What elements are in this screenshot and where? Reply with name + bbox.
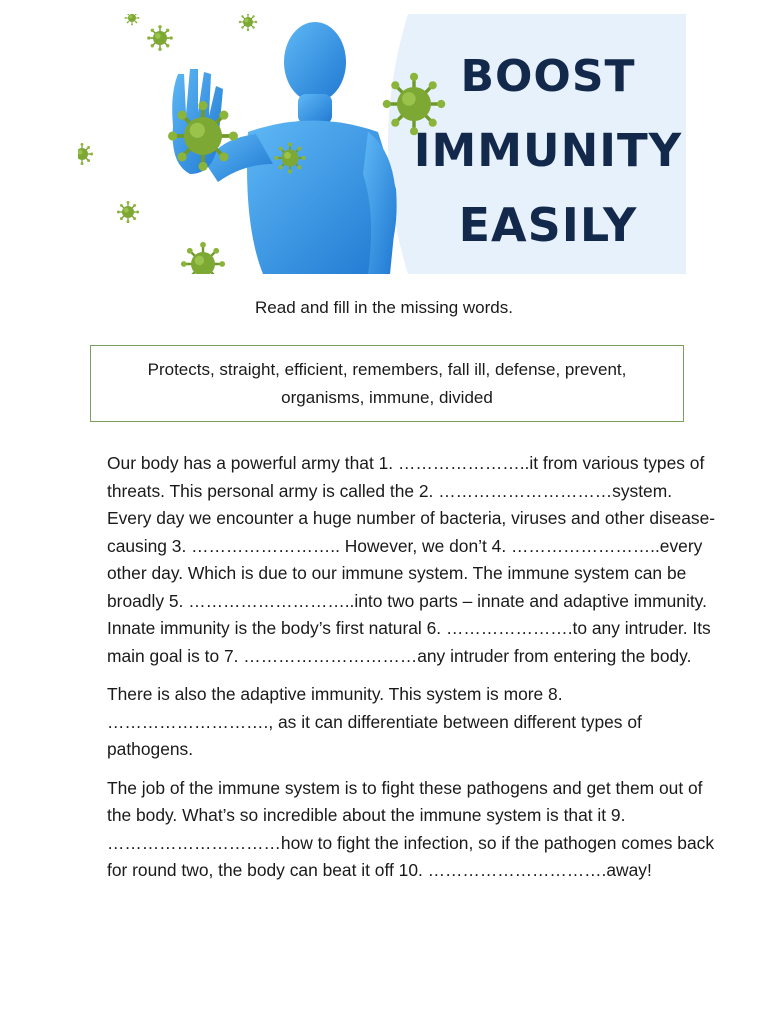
passage-paragraph-3: The job of the immune system is to fight these pathogens and get them out of the body. What’s so incredible about the immune system is that it 9. …………………………how to fight the infection, so if the pathogen comes back for round two, the body can beat it off 10. ………………………….away! [107, 777, 715, 880]
instruction-text: Read and fill in the missing words. [255, 298, 513, 317]
passage-paragraph-1: Our body has a powerful army that 1. …………………..it from various types of threats. This personal army is called the 2. …………………………system. Every day we encounter a huge number of bacteria, viruses and other disease-causing 3. …………………….. However, we don’t 4. ……………………..every other day. Which is due to our immune system. The immune system can be broadly 5. ………………………..into two parts – innate and adaptive immunity. Innate immunity is the body’s first natural 6. ………………….to any intruder. Its main goal is to 7. …………………………any intruder from entering the body. [107, 453, 716, 666]
banner-image [78, 14, 686, 274]
passage-paragraph-2: There is also the adaptive immunity. This system is more 8. ………………………., as it can differentiate between different types of pathogens. [107, 684, 642, 759]
banner-title [403, 40, 686, 262]
word-bank-box [90, 345, 684, 422]
banner-title-line-3: EASILY [458, 198, 638, 252]
banner-title-line-2: IMMUNITY [413, 124, 683, 177]
reading-passage [107, 450, 719, 896]
banner-title-line-1: BOOST [460, 51, 636, 102]
word-bank-text: Protects, straight, efficient, remembers, fall ill, defense, prevent, organisms, immune, divided [147, 359, 627, 407]
